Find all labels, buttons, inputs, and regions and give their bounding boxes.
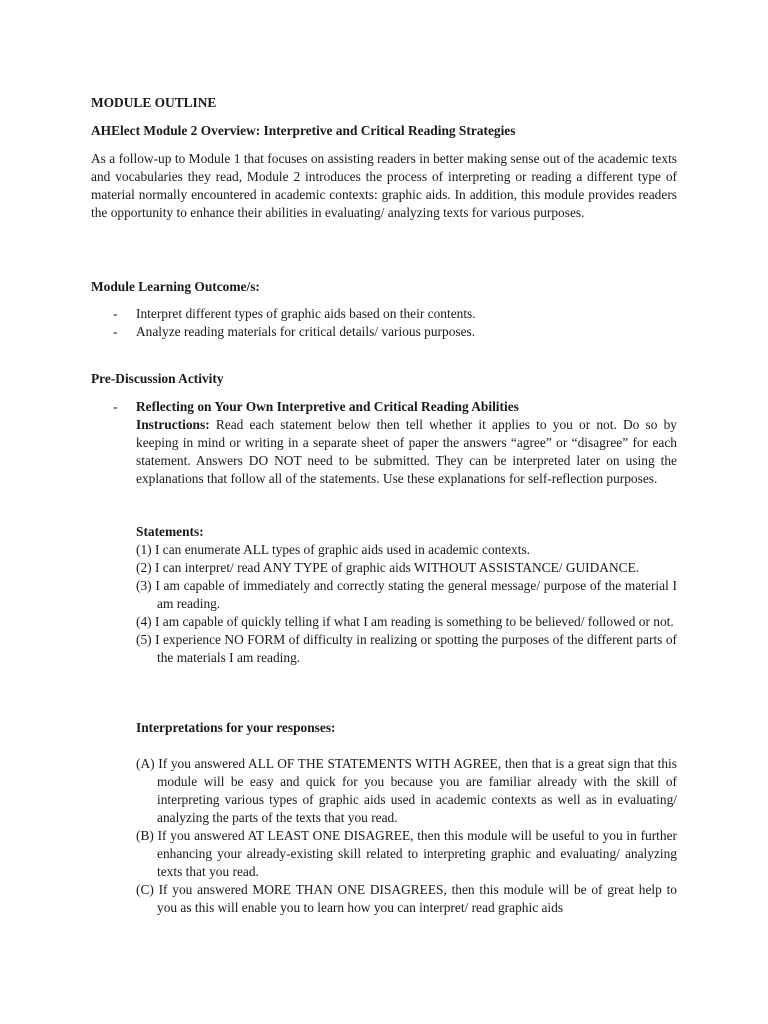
list-item <box>91 305 677 323</box>
page-title: MODULE OUTLINE <box>91 95 217 110</box>
statements-block <box>136 523 677 667</box>
outcomes-heading: Module Learning Outcome/s: <box>91 279 260 294</box>
module-subtitle: AHElect Module 2 Overview: Interpretive and Critical Reading Strategies <box>91 123 516 138</box>
bullet-dash: - <box>113 399 118 414</box>
bullet-dash: - <box>113 324 118 339</box>
statements-heading: Statements: <box>136 524 204 539</box>
outcomes-list <box>91 305 677 341</box>
list-item <box>91 323 677 341</box>
statement-item: (3) I am capable of immediately and correctly stating the general message/ purpose of the material I am reading. <box>136 578 677 611</box>
instructions-text: Read each statement below then tell whether it applies to you or not. Do so by keeping in mind or writing in a separate sheet of paper the answers “agree” or “disagree” for each statement. Answers DO NOT need to be submitted. They can be interpreted later on using the explanations that follow all of the statements. Use these explanations for self-reflection purposes. <box>136 417 677 486</box>
activity-heading: Pre-Discussion Activity <box>91 371 224 386</box>
intro-paragraph: As a follow-up to Module 1 that focuses on assisting readers in better making sense out of the academic texts and vocabularies they read, Module 2 introduces the process of interpreting or reading a different type of material normally encountered in academic contexts: graphic aids. In addition, this module provides readers the opportunity to enhance their abilities in evaluating/ analyzing texts for various purposes. <box>91 151 677 220</box>
bullet-dash: - <box>113 306 118 321</box>
activity-block <box>91 398 677 488</box>
statement-item: (5) I experience NO FORM of difficulty in realizing or spotting the purposes of the different parts of the materials I am reading. <box>136 632 677 665</box>
instructions-paragraph <box>136 416 677 488</box>
statement-item: (2) I can interpret/ read ANY TYPE of graphic aids WITHOUT ASSISTANCE/ GUIDANCE. <box>136 560 640 575</box>
instructions-label: Instructions: <box>136 417 210 432</box>
interpretation-item: (A) If you answered ALL OF THE STATEMENTS WITH AGREE, then that is a great sign that this module will be easy and quick for you because you are familiar already with the skill of interpreting various types of graphic aids used in academic contexts as well as in evaluating/ analyzing the parts of the texts that you read. <box>136 756 677 825</box>
interpretations-heading: Interpretations for your responses: <box>136 720 336 735</box>
activity-title: Reflecting on Your Own Interpretive and Critical Reading Abilities <box>136 399 519 414</box>
statement-item: (1) I can enumerate ALL types of graphic aids used in academic contexts. <box>136 542 531 557</box>
interpretations-block <box>136 719 677 917</box>
outcome-text: Analyze reading materials for critical details/ various purposes. <box>136 324 476 339</box>
interpretation-item: (B) If you answered AT LEAST ONE DISAGREE, then this module will be useful to you in further enhancing your already-existing skill related to interpreting graphic and evaluating/ analyzing texts that you read. <box>136 828 677 879</box>
statement-item: (4) I am capable of quickly telling if what I am reading is something to be believed/ followed or not. <box>136 614 674 629</box>
interpretation-item: (C) If you answered MORE THAN ONE DISAGREES, then this module will be of great help to you as this will enable you to learn how you can interpret/ read graphic aids <box>136 882 677 915</box>
outcome-text: Interpret different types of graphic aids based on their contents. <box>136 306 476 321</box>
